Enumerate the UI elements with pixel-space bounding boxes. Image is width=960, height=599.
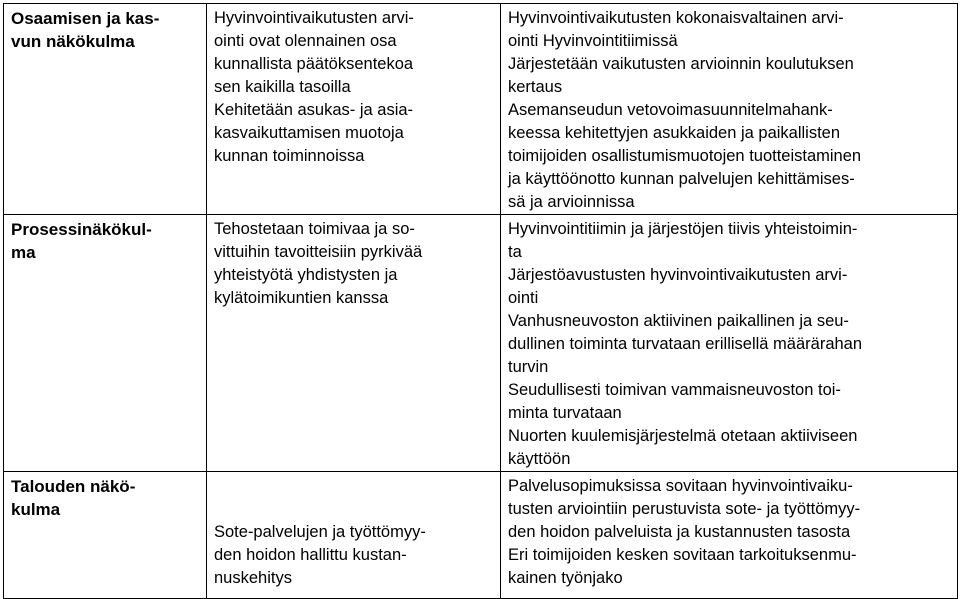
- text-line: vittuihin tavoitteisiin pyrkivää: [214, 243, 423, 261]
- goal-cell: [207, 4, 501, 215]
- heading-line: vun näkökulma: [11, 32, 135, 51]
- text-line: Sote-palvelujen ja työttömyy-: [214, 523, 426, 541]
- table-row: [4, 472, 958, 599]
- heading-line: Osaamisen ja kas-: [11, 9, 160, 28]
- text-line: kunnan toiminnoissa: [214, 147, 365, 165]
- table-row: [4, 215, 958, 472]
- text-line: yhteistyötä yhdistysten ja: [214, 266, 398, 284]
- text-line: tusten arviointiin perustuvista sote- ja työttömyy-: [508, 500, 861, 518]
- goals-table: [3, 3, 958, 599]
- text-line: keessa kehitettyjen asukkaiden ja paikallisten: [508, 124, 841, 142]
- text-line: den hoidon hallittu kustan-: [214, 546, 407, 564]
- text-line: nuskehitys: [214, 569, 292, 587]
- measure-cell: [501, 215, 958, 472]
- heading-line: Talouden näkö-: [11, 477, 136, 496]
- text-line: Nuorten kuulemisjärjestelmä otetaan aktiiviseen: [508, 427, 858, 445]
- text-line: käyttöön: [508, 450, 571, 468]
- text-line: kainen työnjako: [508, 569, 623, 587]
- goal-cell: [207, 215, 501, 472]
- text-line: Palvelusopimuksissa sovitaan hyvinvointivaiku-: [508, 477, 853, 495]
- text-line: sen kaikilla tasoilla: [214, 78, 351, 96]
- text-line: ointi ovat olennainen osa: [214, 32, 397, 50]
- measure-cell: [501, 472, 958, 599]
- text-line: minta turvataan: [508, 404, 622, 422]
- text-line: [214, 498, 495, 521]
- text-line: kasvaikuttamisen muotoja: [214, 124, 404, 142]
- text-line: Hyvinvointitiimin ja järjestöjen tiivis yhteistoimin-: [508, 220, 858, 238]
- text-line: Hyvinvointivaikutusten kokonaisvaltainen arvi-: [508, 9, 844, 27]
- text-line: Seudullisesti toimivan vammaisneuvoston toi-: [508, 381, 841, 399]
- text-line: kunnallista päätöksentekoa: [214, 55, 414, 73]
- perspective-heading: [4, 472, 207, 599]
- measure-cell: [501, 4, 958, 215]
- text-line: ointi Hyvinvointitiimissä: [508, 32, 678, 50]
- heading-line: kulma: [11, 500, 61, 519]
- goal-cell: [207, 472, 501, 599]
- text-line: ta: [508, 243, 522, 261]
- text-line: dullinen toiminta turvataan erillisellä määrärahan: [508, 335, 863, 353]
- text-line: kertaus: [508, 78, 563, 96]
- text-line: Eri toimijoiden kesken sovitaan tarkoituksenmu-: [508, 546, 857, 564]
- text-line: ointi: [508, 289, 539, 307]
- heading-line: ma: [11, 243, 36, 262]
- heading-line: Prosessinäkökul-: [11, 220, 152, 239]
- text-line: kylätoimikuntien kanssa: [214, 289, 389, 307]
- perspective-heading: [4, 4, 207, 215]
- text-line: den hoidon palveluista ja kustannusten tasosta: [508, 523, 851, 541]
- text-line: Järjestöavustusten hyvinvointivaikutusten arvi-: [508, 266, 848, 284]
- text-line: toimijoiden osallistumismuotojen tuotteistaminen: [508, 147, 862, 165]
- text-line: turvin: [508, 358, 549, 376]
- text-line: sä ja arvioinnissa: [508, 193, 635, 211]
- text-line: Hyvinvointivaikutusten arvi-: [214, 9, 414, 27]
- text-line: ja käyttöönotto kunnan palvelujen kehittämises-: [508, 170, 855, 188]
- perspective-heading: [4, 215, 207, 472]
- text-line: Tehostetaan toimivaa ja so-: [214, 220, 415, 238]
- text-line: [214, 475, 495, 498]
- text-line: Kehitetään asukas- ja asia-: [214, 101, 414, 119]
- table-row: [4, 4, 958, 215]
- text-line: Järjestetään vaikutusten arvioinnin koulutuksen: [508, 55, 854, 73]
- text-line: Asemanseudun vetovoimasuunnitelmahank-: [508, 101, 833, 119]
- text-line: Vanhusneuvoston aktiivinen paikallinen ja seu-: [508, 312, 849, 330]
